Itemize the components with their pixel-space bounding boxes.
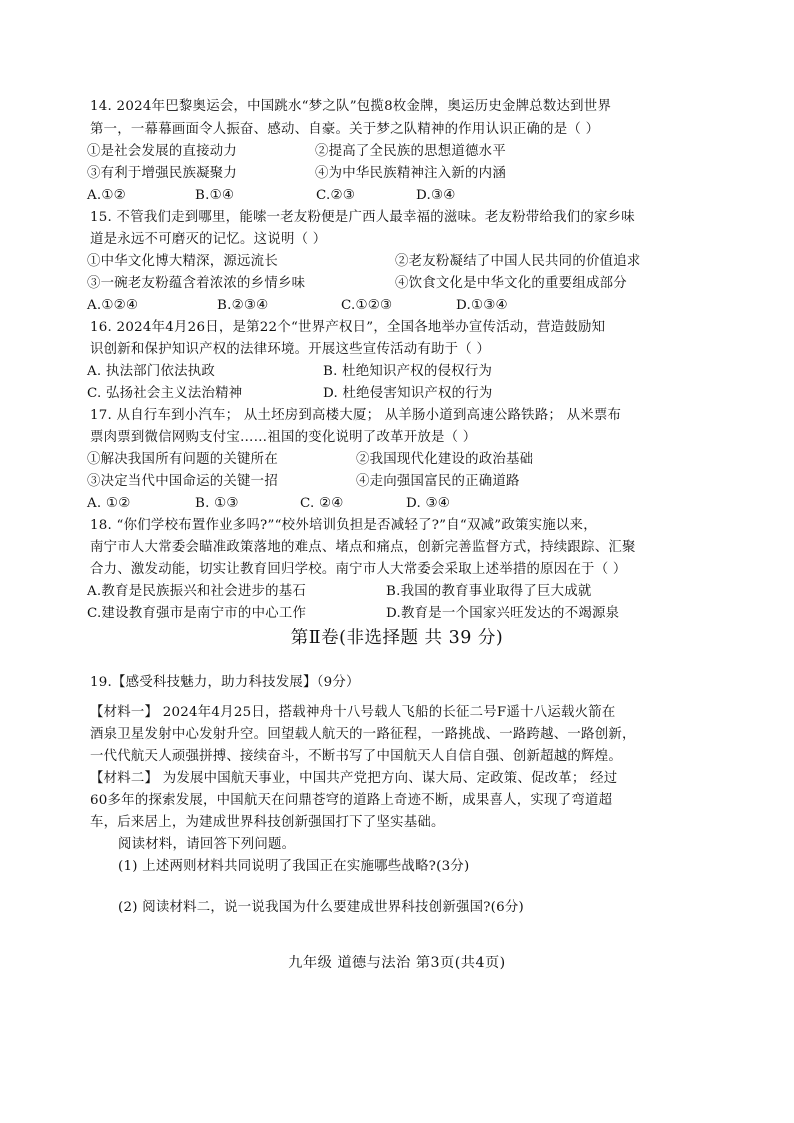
option-d: D.③④	[416, 188, 456, 203]
statement-2: ②我国现代化建设的政治基础	[356, 452, 534, 467]
option-a: A. 执法部门依法执政	[87, 364, 216, 379]
statement-4: ④走向强国富民的正确道路	[356, 474, 520, 489]
question-19-title: 19.【感受科技魅力，助力科技发展】（9分）	[90, 675, 360, 690]
question-stem-line: 14. 2024年巴黎奥运会，中国跳水“梦之队”包揽8枚金牌，奥运历史金牌总数达到世界	[90, 99, 612, 114]
material-2-line: 60多年的探索发展，中国航天在问鼎苍穹的道路上奇迹不断，成果喜人，实现了弯道超	[90, 793, 613, 808]
option-a: A.①②④	[87, 298, 139, 313]
question-stem-line: 合力、激发动能，切实让教育回归学校。南宁市人大常委会采取上述举措的原因在于（ ）	[90, 562, 627, 577]
statement-4: ④饮食文化是中华文化的重要组成部分	[395, 276, 627, 291]
material-2-line: 车，后来居上，为建成世界科技创新强国打下了坚实基础。	[90, 815, 445, 830]
statement-2: ②老友粉凝结了中国人民共同的价值追求	[395, 254, 641, 269]
statement-3: ③决定当代中国命运的关键一招	[87, 474, 278, 489]
statement-1: ①中华文化博大精深，源远流长	[87, 254, 278, 269]
option-d: D.①③④	[456, 298, 508, 313]
option-b: B.②③④	[217, 298, 269, 313]
question-stem-line: 票肉票到微信网购支付宝……祖国的变化说明了改革开放是（ ）	[90, 430, 477, 445]
option-d: D.教育是一个国家兴旺发达的不竭源泉	[386, 606, 620, 621]
question-stem-line: 15. 不管我们走到哪里，能嗦一老友粉便是广西人最幸福的滋味。老友粉带给我们的家乡味	[90, 210, 635, 225]
statement-1: ①是社会发展的直接动力	[87, 144, 238, 159]
option-c: C.②③	[316, 188, 356, 203]
option-d: D. ③④	[406, 496, 451, 511]
material-1-line: 【材料一】 2024年4月25日，搭载神舟十八号载人飞船的长征二号F遥十八运载火箭在	[90, 705, 616, 720]
statement-3: ③有利于增强民族凝聚力	[87, 166, 238, 181]
statement-4: ④为中华民族精神注入新的内涵	[315, 166, 506, 181]
option-c: C. 弘扬社会主义法治精神	[87, 386, 243, 401]
question-stem-line: 识创新和保护知识产权的法律环境。开展这些宣传活动有助于（ ）	[90, 342, 491, 357]
option-c: C. ②④	[300, 496, 344, 511]
option-a: A. ①②	[87, 496, 131, 511]
sub-question-2: (2) 阅读材料二，说一说我国为什么要建成世界科技创新强国?(6分)	[118, 900, 525, 915]
option-d: D. 杜绝侵害知识产权的行为	[323, 386, 493, 401]
sub-question-1: (1) 上述两则材料共同说明了我国正在实施哪些战略?(3分)	[118, 859, 470, 874]
option-a: A.①②	[87, 188, 126, 203]
question-stem-line: 南宁市人大常委会瞄准政策落地的难点、堵点和痛点，创新完善监督方式，持续跟踪、汇聚	[90, 540, 636, 555]
question-stem-line: 17. 从自行车到小汽车； 从土坯房到高楼大厦； 从羊肠小道到高速公路铁路； 从米票布	[90, 408, 622, 423]
option-b: B.我国的教育事业取得了巨大成就	[386, 584, 592, 599]
option-c: C.①②③	[341, 298, 393, 313]
reading-instruction: 阅读材料，请回答下列问题。	[118, 837, 296, 852]
option-b: B.①④	[195, 188, 235, 203]
question-stem-line: 第一，一幕幕画面令人振奋、感动、自豪。关于梦之队精神的作用认识正确的是（ ）	[90, 122, 600, 137]
page-footer: 九年级 道德与法治 第3页(共4页)	[288, 955, 506, 971]
question-stem-line: 16. 2024年4月26日，是第22个“世界产权日”，全国各地举办宣传活动，营造鼓励知	[90, 320, 606, 335]
material-1-line: 一代代航天人顽强拼搏、接续奋斗，不断书写了中国航天人自信自强、创新超越的辉煌。	[90, 749, 622, 764]
option-b: B. 杜绝知识产权的侵权行为	[323, 364, 493, 379]
question-stem-line: 18. “你们学校布置作业多吗?”“校外培训负担是否减轻了?”自“双减”政策实施以来，	[90, 518, 597, 533]
section-title: 第Ⅱ卷(非选择题 共 39 分)	[290, 628, 504, 648]
material-1-line: 酒泉卫星发射中心发射升空。回望载人航天的一路征程，一路挑战、一路跨越、一路创新，	[90, 727, 636, 742]
option-c: C.建设教育强市是南宁市的中心工作	[87, 606, 307, 621]
material-2-line: 【材料二】 为发展中国航天事业，中国共产党把方向、谋大局、定政策、促改革； 经过	[90, 771, 618, 786]
question-stem-line: 道是永远不可磨灭的记忆。这说明（ ）	[90, 232, 327, 247]
option-b: B. ①③	[195, 496, 239, 511]
statement-3: ③一碗老友粉蕴含着浓浓的乡情乡味	[87, 276, 306, 291]
option-a: A.教育是民族振兴和社会进步的基石	[87, 584, 307, 599]
statement-2: ②提高了全民族的思想道德水平	[315, 144, 506, 159]
statement-1: ①解决我国所有问题的关键所在	[87, 452, 278, 467]
